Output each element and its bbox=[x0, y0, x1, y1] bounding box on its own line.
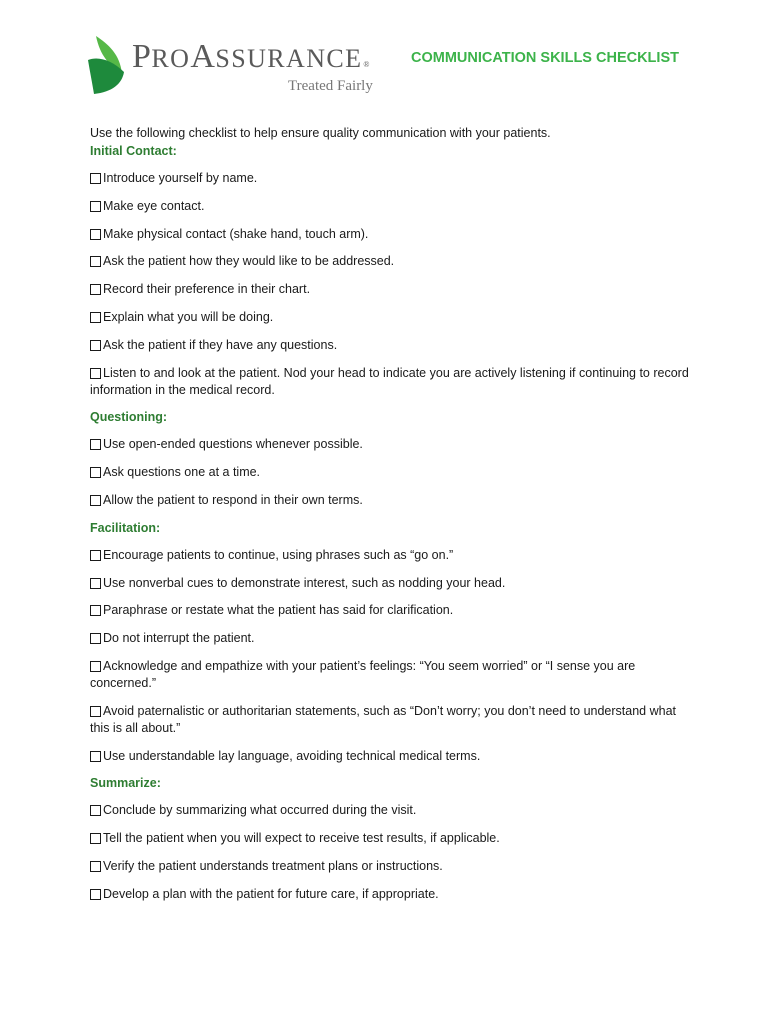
checklist-item-text: Introduce yourself by name. bbox=[103, 171, 258, 185]
section-heading: Questioning: bbox=[90, 410, 168, 425]
checklist-item-text: Ask the patient how they would like to be addressed. bbox=[103, 254, 395, 269]
checkbox-icon[interactable] bbox=[90, 889, 101, 900]
checkbox-icon[interactable] bbox=[90, 173, 101, 184]
checklist-item bbox=[90, 309, 690, 326]
checkbox-icon[interactable] bbox=[90, 605, 101, 616]
checklist-item-text: Record their preference in their chart. bbox=[103, 282, 311, 297]
checklist-item bbox=[90, 226, 690, 243]
checklist-item bbox=[90, 436, 690, 453]
checklist-item-text: Do not interrupt the patient. bbox=[103, 631, 255, 646]
checklist-item-text: Conclude by summarizing what occurred during the visit. bbox=[103, 803, 417, 818]
checklist-item bbox=[90, 830, 690, 847]
checklist-item-text: Allow the patient to respond in their own terms. bbox=[103, 492, 363, 507]
checkbox-icon[interactable] bbox=[90, 495, 101, 506]
checkbox-icon[interactable] bbox=[90, 805, 101, 816]
checklist-item-text: Paraphrase or restate what the patient has said for clarification. bbox=[103, 603, 454, 618]
checklist-item-text: Develop a plan with the patient for future care, if appropriate. bbox=[103, 886, 439, 901]
section-heading: Initial Contact: bbox=[90, 144, 177, 158]
checklist-item bbox=[90, 802, 690, 819]
checklist-item bbox=[90, 858, 690, 875]
checkbox-icon[interactable] bbox=[90, 340, 101, 351]
checkbox-icon[interactable] bbox=[90, 467, 101, 478]
checkbox-icon[interactable] bbox=[90, 861, 101, 872]
checklist-item bbox=[90, 365, 690, 399]
checkbox-icon[interactable] bbox=[90, 633, 101, 644]
checklist-item-text: Make eye contact. bbox=[103, 198, 205, 213]
brand-name: PROASSURANCE® bbox=[132, 38, 370, 75]
brand-tagline: Treated Fairly bbox=[288, 78, 373, 94]
checkbox-icon[interactable] bbox=[90, 751, 101, 762]
checklist-item bbox=[90, 492, 690, 509]
checklist-item-text: Use open-ended questions whenever possible. bbox=[103, 437, 363, 452]
checkbox-icon[interactable] bbox=[90, 833, 101, 844]
proassurance-logo bbox=[86, 34, 386, 100]
document-title: COMMUNICATION SKILLS CHECKLIST bbox=[411, 50, 679, 66]
checklist-item-text: Use understandable lay language, avoiding technical medical terms. bbox=[103, 748, 481, 763]
checklist-item bbox=[90, 281, 690, 298]
checklist-item-text: Avoid paternalistic or authoritarian statements, such as “Don’t worry; you don’t need to understand what this is all about.” bbox=[90, 703, 676, 735]
checklist-item-text: Explain what you will be doing. bbox=[103, 309, 274, 324]
checkbox-icon[interactable] bbox=[90, 368, 101, 379]
checklist-item-text: Make physical contact (shake hand, touch arm). bbox=[103, 226, 369, 241]
checkbox-icon[interactable] bbox=[90, 256, 101, 267]
section-heading: Summarize: bbox=[90, 776, 161, 791]
checklist-item-text: Acknowledge and empathize with your patient’s feelings: “You seem worried” or “I sense you are concerned.” bbox=[90, 658, 636, 690]
intro-text: Use the following checklist to help ensure quality communication with your patients. bbox=[90, 126, 551, 140]
checklist-item bbox=[90, 253, 690, 270]
checklist-item-text: Use nonverbal cues to demonstrate interest, such as nodding your head. bbox=[103, 575, 506, 590]
checkbox-icon[interactable] bbox=[90, 312, 101, 323]
checkbox-icon[interactable] bbox=[90, 439, 101, 450]
checklist-item bbox=[90, 198, 690, 215]
checklist-item bbox=[90, 703, 690, 737]
checkbox-icon[interactable] bbox=[90, 284, 101, 295]
checklist-item-text: Encourage patients to continue, using phrases such as “go on.” bbox=[103, 547, 454, 562]
checklist-item bbox=[90, 464, 690, 481]
checklist-body bbox=[90, 125, 690, 914]
checkbox-icon[interactable] bbox=[90, 706, 101, 717]
checklist-item bbox=[90, 630, 690, 647]
checklist-item bbox=[90, 337, 690, 354]
page-header bbox=[0, 0, 768, 110]
checkbox-icon[interactable] bbox=[90, 201, 101, 212]
checkbox-icon[interactable] bbox=[90, 550, 101, 561]
checklist-sections bbox=[90, 143, 690, 903]
registered-mark: ® bbox=[363, 60, 370, 69]
checkbox-icon[interactable] bbox=[90, 229, 101, 240]
checkbox-icon[interactable] bbox=[90, 578, 101, 589]
checklist-item-text: Verify the patient understands treatment plans or instructions. bbox=[103, 858, 443, 873]
checklist-item bbox=[90, 170, 690, 187]
checklist-item bbox=[90, 575, 690, 592]
checklist-item-text: Tell the patient when you will expect to receive test results, if applicable. bbox=[103, 831, 500, 846]
checklist-item bbox=[90, 547, 690, 564]
checklist-item-text: Listen to and look at the patient. Nod your head to indicate you are actively listening if continuing to record information in the medical record. bbox=[90, 365, 689, 397]
leaf-logo-icon bbox=[86, 34, 126, 96]
checklist-item-text: Ask questions one at a time. bbox=[103, 465, 261, 480]
checklist-item bbox=[90, 748, 690, 765]
checkbox-icon[interactable] bbox=[90, 661, 101, 672]
section-heading: Facilitation: bbox=[90, 520, 161, 535]
checklist-item-text: Ask the patient if they have any questions. bbox=[103, 337, 338, 352]
checklist-item bbox=[90, 658, 690, 692]
checklist-item bbox=[90, 886, 690, 903]
checklist-item bbox=[90, 602, 690, 619]
